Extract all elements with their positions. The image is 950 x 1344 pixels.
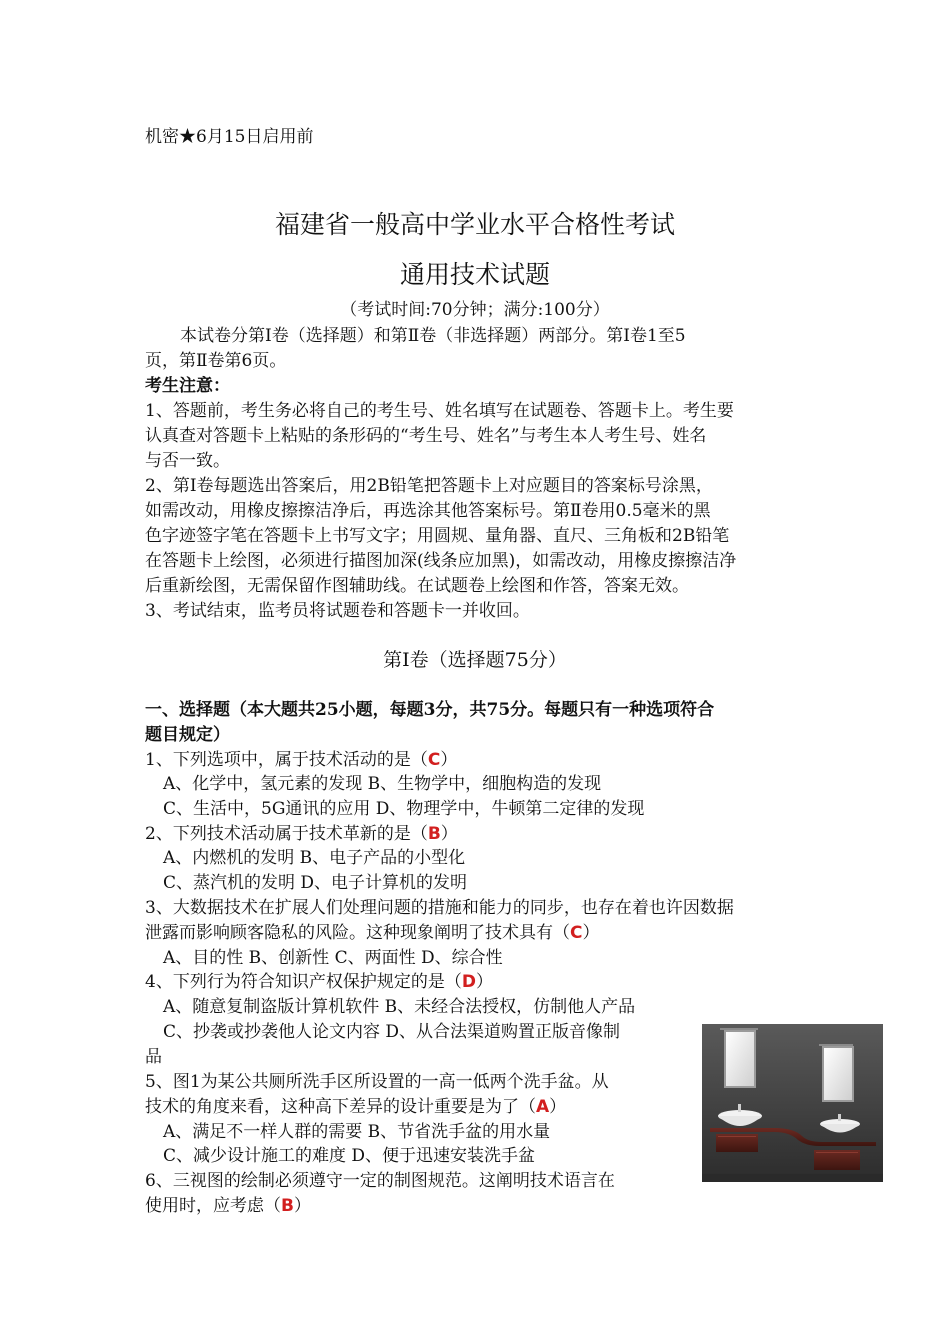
notice-line: 认真查对答题卡上粘贴的条形码的“考生号、姓名”与考生本人考生号、姓名 (145, 426, 707, 446)
question-1-stem: 1、下列选项中，属于技术活动的是（C） (145, 750, 458, 770)
answer-mark: A (536, 1097, 550, 1117)
answer-mark: C (570, 923, 583, 943)
subject-title: 通用技术试题 (399, 260, 550, 289)
answer-mark: C (427, 750, 441, 770)
notice-line: 在答题卡上绘图，必须进行描图加深(线条应加黑)，如需改动，用橡皮擦擦洁净 (145, 551, 737, 571)
washbasin-illustration (702, 1024, 883, 1182)
question-6-stem-line-2: 使用时，应考虑（B） (145, 1196, 311, 1216)
question-6-stem-line-1: 6、三视图的绘制必须遵守一定的制图规范。这阐明技术语言在 (145, 1171, 615, 1191)
notice-line: 如需改动，用橡皮擦擦洁净后，再选涂其他答案标号。第Ⅱ卷用0.5毫米的黑 (145, 501, 711, 521)
question-2-options-line-2: C、蒸汽机的发明 D、电子计算机的发明 (163, 873, 468, 893)
washbasin-figure (702, 1024, 883, 1182)
question-5-stem-line-2: 技术的角度来看，这种高下差异的设计重要是为了（A） (145, 1097, 567, 1117)
answer-mark: B (281, 1196, 294, 1216)
section-title: 第Ⅰ卷（选择题75分） (383, 649, 567, 671)
question-2-options-line-1: A、内燃机的发明 B、电子产品的小型化 (163, 848, 466, 868)
notice-line: 1、答题前，考生务必将自己的考生号、姓名填写在试题卷、答题卡上。考生要 (145, 401, 734, 421)
answer-mark: B (427, 824, 441, 844)
question-1-options-line-1: A、化学中，氢元素的发现 B、生物学中，细胞构造的发现 (163, 774, 602, 794)
question-3-stem-line-2: 泄露而影响顾客隐私的风险。这种现象阐明了技术具有（C） (145, 923, 600, 943)
question-4-options-line-1: A、随意复制盗版计算机软件 B、未经合法授权，仿制他人产品 (163, 997, 636, 1017)
intro-line-2: 页，第Ⅱ卷第6页。 (145, 351, 287, 371)
question-4-stem: 4、下列行为符合知识产权保护规定的是（D） (145, 972, 493, 992)
section-heading-line-1: 一、选择题（本大题共25小题，每题3分，共75分。每题只有一种选项符合 (145, 700, 715, 720)
notice-line: 3、考试结束，监考员将试题卷和答题卡一并收回。 (145, 601, 530, 621)
question-4-options-line-2: C、抄袭或抄袭他人论文内容 D、从合法渠道购置正版音像制 (163, 1022, 621, 1042)
question-5-options-line-2: C、减少设计施工的难度 D、便于迅速安装洗手盆 (163, 1146, 536, 1166)
notice-line: 色字迹签字笔在答题卡上书写文字；用圆规、量角器、直尺、三角板和2B铅笔 (145, 526, 730, 546)
notice-line: 2、第Ⅰ卷每题选出答案后，用2B铅笔把答题卡上对应题目的答案标号涂黑， (145, 476, 713, 496)
question-3-stem-line-1: 3、大数据技术在扩展人们处理问题的措施和能力的同步，也存在着也许因数据 (145, 898, 734, 918)
intro-line-1: 本试卷分第Ⅰ卷（选择题）和第Ⅱ卷（非选择题）两部分。第Ⅰ卷1至5 (180, 326, 686, 346)
question-5-stem-line-1: 5、图1为某公共厕所洗手区所设置的一高一低两个洗手盆。从 (145, 1072, 609, 1092)
question-3-options: A、目的性 B、创新性 C、两面性 D、综合性 (163, 948, 503, 968)
question-1-options-line-2: C、生活中，5G通讯的应用 D、物理学中，牛顿第二定律的发现 (163, 799, 645, 819)
exam-info: （考试时间:70分钟；满分:100分） (340, 300, 610, 320)
notice-line: 与否一致。 (145, 451, 230, 471)
notice-line: 后重新绘图，无需保留作图辅助线。在试题卷上绘图和作答，答案无效。 (145, 576, 689, 596)
question-2-stem: 2、下列技术活动属于技术革新的是（B） (145, 824, 458, 844)
confidential-label: 机密★6月15日启用前 (145, 127, 314, 147)
answer-mark: D (461, 972, 476, 992)
question-5-options-line-1: A、满足不一样人群的需要 B、节省洗手盆的用水量 (163, 1122, 551, 1142)
section-heading-line-2: 题目规定） (145, 725, 230, 745)
exam-title: 福建省一般高中学业水平合格性考试 (274, 210, 675, 239)
question-4-options-line-3: 品 (145, 1047, 162, 1067)
notice-heading: 考生注意： (145, 376, 230, 396)
